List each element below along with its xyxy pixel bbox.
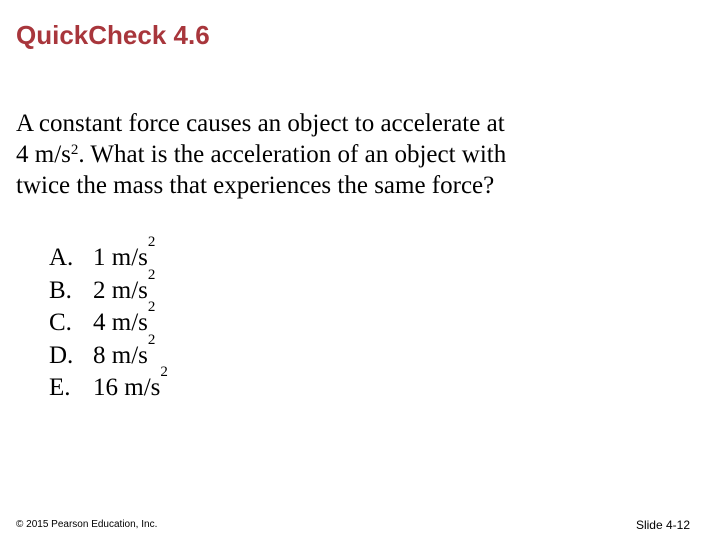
- question-line-2-prefix: 4 m/s: [16, 141, 71, 168]
- question-line-1: A constant force causes an object to accelerate at: [16, 110, 505, 137]
- choice-value: 2 m/s: [93, 276, 148, 304]
- exponent: 2: [147, 234, 156, 250]
- copyright-notice: © 2015 Pearson Education, Inc.: [16, 519, 158, 530]
- question-line-3: twice the mass that experiences the same force?: [16, 172, 495, 199]
- question-line-2: [16, 139, 616, 170]
- answer-choices: [49, 234, 168, 405]
- choice-value: 16 m/s: [93, 374, 161, 401]
- choice-letter: A.: [49, 244, 74, 271]
- choice-letter: D.: [49, 341, 74, 369]
- slide-number: Slide 4-12: [635, 518, 690, 532]
- choice-letter: C.: [49, 309, 72, 336]
- exponent: 2: [160, 364, 168, 380]
- choice-e[interactable]: [49, 364, 168, 405]
- choice-letter: E.: [49, 374, 71, 401]
- slide-title: QuickCheck 4.6: [16, 20, 210, 50]
- choice-d[interactable]: [49, 331, 168, 373]
- choice-value: 8 m/s: [93, 341, 148, 369]
- choice-value: 4 m/s: [93, 309, 148, 336]
- question-text: [16, 108, 616, 201]
- exponent: 2: [147, 331, 156, 348]
- choice-value: 1 m/s: [93, 244, 148, 271]
- exponent: 2: [147, 266, 156, 283]
- exponent: 2: [70, 142, 79, 158]
- exponent: 2: [147, 299, 156, 315]
- question-line-2-suffix: . What is the acceleration of an object with: [78, 141, 507, 168]
- choice-letter: B.: [49, 276, 72, 304]
